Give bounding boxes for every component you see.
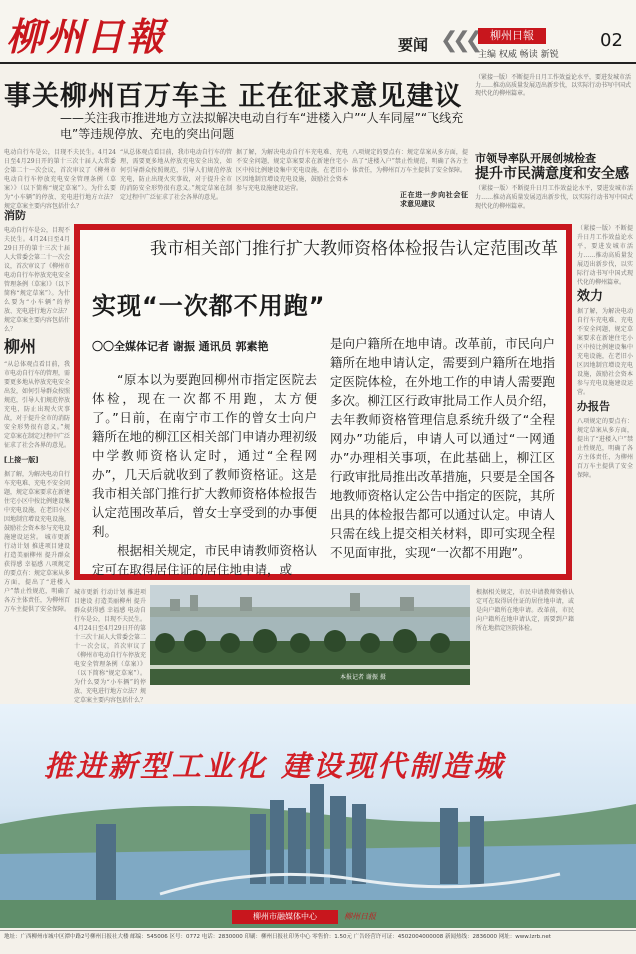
right-headline-1: 市领导率队开展创城检查 <box>475 152 596 165</box>
page-footer: 地址：广西柳州市城中区潭中路2号柳州日报社大楼 邮编：545006 区号：0772 电话：2830000 印刷：柳州日报社印务中心 零售价：1.50元 广告经营许可证：4502004000008 新闻热线：2836000 网址：www.lzrb.net <box>0 930 636 954</box>
column-text: 八项规定的要点有：规定草案从多方面，提出了“进楼入户”禁止性规范，明确了各方主体责任，为柳州百万车主提供了安全保障。 <box>577 418 633 479</box>
right-headline-2: 提升市民满意度和安全感 <box>475 166 629 182</box>
column-text: 据了解，为解决电动自行车充电难、充电不安全问题，规定草案要求在新建住宅小区中按比例建设集中充电设施，在老旧小区因地制宜增设充电设施，鼓励社会资本参与充电设施建设运营。 <box>577 308 633 396</box>
feature-paragraph: 根据相关规定，市民申请教师资格认定可在取得居住证的居住地申请，或 <box>92 543 318 577</box>
right-edge-column <box>577 224 633 694</box>
mini-slogan: 主编 权威 畅读 新锐 <box>478 50 559 60</box>
main-subhead: ——关注我市推进地方立法拟解决电动自行车“进楼入户”“人车同屋”“飞线充电”等违规停放、充电的突出问题 <box>60 111 464 141</box>
feature-paragraph: 是向户籍所在地申请。改革前，市民向户籍所在地申请认定，需要到户籍所在地指定医院体检，在外地工作的申请人需要跑多次。柳江区行政审批局工作人员介绍，去年教师资格管理信息系统升级了“全程网办”功能后，申请人可以通过“一网通办”办理相关事项，在此基础上，柳江区行政审批局推出改革措施，只要是全国各地教师资格认定公告中指定的医院，其所出具的体检报告都可以通过认定。申请人只需在线上提交相关材料，即可实现全程不见面审批，实现“一次都不用跑”。 <box>330 336 556 560</box>
page-header <box>0 0 636 64</box>
feature-title: 实现“一次都不用跑” <box>92 292 326 320</box>
column-text: 城市更新 行动计划 推进项目建设 打造美丽柳州 提升群众获得感 幸福感 <box>74 589 146 614</box>
right-fragment-1: 效力 <box>577 289 604 304</box>
mini-logo: 柳州日報 <box>478 28 546 44</box>
column-text: 八项规定的要点有：规定草案从多方面，提出了“进楼入户”禁止性规范，明确了各方主体责任，为柳州百万车主提供了安全保障。 <box>352 149 468 174</box>
city-photo <box>150 585 470 685</box>
column-text: 电动自行车是公，目现不夫民生。4月24日至4月29日开的第十三次十届人大常委会第二十一次会议，首次审议了《柳州市电动自行车停放充电安全管理条例（草案）》（以下简称“规定草案”）。为什么要为“小车辆”的停放、充电进行地方立法？规定草案主要内容包括什么？ <box>74 607 147 704</box>
banner-slogan: 推进新型工业化 建设现代制造城 <box>44 749 506 783</box>
chevron-left-icon: ❮❮❮ <box>440 28 478 53</box>
feature-kicker: 我市相关部门推行扩大教师资格体检报告认定范围改革 <box>150 239 558 259</box>
banner-logo-secondary: 柳州日报 <box>344 912 376 921</box>
column-text: 据了解，为解决电动自行车充电难、充电不安全问题，规定草案要求在新建住宅小区中按比例建设集中充电设施，在老旧小区因地制宜增设充电设施，鼓励社会资本参与充电设施建设运营。 <box>236 149 348 192</box>
masthead-logo: 柳州日報 <box>6 14 167 59</box>
section-label: 要闻 <box>398 36 429 54</box>
left-fragment-1: 消防 <box>4 209 26 222</box>
continued-note <box>400 190 468 214</box>
feature-paragraph: “原本以为要跑回柳州市指定医院去体检，现在一次都不用跑，太方便了。”日前，在南宁市工作的曾女士向户籍所在地的柳江区相关部门申请办理初级中学教师资格认定时，通过“全程网办”，几天后就收到了教师资格证。这是我市相关部门推行扩大教师资格体检报告认定范围改革后，曾女士享受到的办事便利。 <box>92 372 318 539</box>
column-text: “从总体观点看目前，我市电动自行车的管理，需要更多地从停放充电安全出发，如何引导群众按照规范，引导人们规范停放充电，防止出现火灾事故，对于提升全市的消防安全形势很有意义。”规定草案在制定过程中广泛征求了社会各界的意见。 <box>4 361 71 449</box>
column-text: 八项规定的要点有：规定草案从多方面，提出了“进楼入户”禁止性规范，明确了各方主体责任，为柳州百万车主提供了安全保障。 <box>4 561 71 613</box>
main-headline: 事关柳州百万车主 正在征求意见建议 <box>4 81 463 112</box>
feature-column-2 <box>330 334 555 562</box>
continued-text: 正在进一步向社会征求意见建议 <box>400 190 468 208</box>
city-skyline-graphic <box>0 704 636 928</box>
page-number: 02 <box>600 30 623 51</box>
right-fragment-2: 办报告 <box>577 400 610 413</box>
article-column <box>74 588 147 704</box>
featured-article <box>74 224 572 580</box>
photo-caption: 本报记者 谢振 摄 <box>340 674 386 681</box>
column-text: “从总体观点看目前，我市电动自行车的管理，需要更多地从停放充电安全出发，如何引导群众按照规范，引导人们规范停放充电，防止出现火灾事故，对于提升全市的消防安全形势很有意义。”规定草案在制定过程中广泛征求了社会各界的意见。 <box>120 149 232 201</box>
article-column <box>475 184 633 220</box>
feature-byline: 〇〇全媒体记者 谢振 通讯员 郭素艳 <box>92 340 269 353</box>
article-column <box>120 148 232 220</box>
column-text: 电动自行车是公，目现不夫民生。4月24日至4月29日开的第十三次十届人大常委会第二十一次会议，首次审议了《柳州市电动自行车停放充电安全管理条例（草案）》（以下简称“规定草案”）。为什么要为“小车辆”的停放、充电进行地方立法？规定草案主要内容包括什么？ <box>4 227 71 333</box>
column-text: 电动自行车是公，目现不夫民生。4月24日至4月29日开的第十三次十届人大常委会第二十一次会议，首次审议了《柳州市电动自行车停放充电安全管理条例（草案）》（以下简称“规定草案”）。为什么要为“小车辆”的停放、充电进行地方立法？规定草案主要内容包括什么？ <box>4 149 116 210</box>
feature-column-1 <box>92 370 317 579</box>
banner-ad <box>0 704 636 928</box>
left-edge-column <box>4 206 70 696</box>
left-fragment-3: [上接一版] <box>4 456 39 464</box>
left-fragment-2: 柳州 <box>4 337 37 356</box>
article-column <box>476 588 574 698</box>
banner-logo: 柳州市融媒体中心 <box>232 910 338 924</box>
city-photo-graphic <box>150 585 470 685</box>
column-text: （紧接一版）不断提升日月工作效益论水平，要进发城市活力……推动高质量发展迈出新步伐，以实际行动书写中国式现代化的柳州篇章。 <box>577 225 633 286</box>
column-text: 城市更新 行动计划 推进项目建设 打造美丽柳州 提升群众获得感 幸福感 <box>4 534 70 568</box>
article-column <box>236 148 348 220</box>
column-text: （紧接一版）不断提升日月工作效益论水平，要进发城市活力……推动高质量发展迈出新步伐，以实际行动书写中国式现代化的柳州篇章。 <box>475 185 633 210</box>
column-text: 根据相关规定，市民申请教师资格认定可在取得居住证的居住地申请，或是向户籍所在地申请。改革前，市民向户籍所在地申请认定，需要到户籍所在地指定医院体检。 <box>476 589 574 632</box>
column-text: 据了解，为解决电动自行车充电难、充电不安全问题，规定草案要求在新建住宅小区中按比例建设集中充电设施，在老旧小区因地制宜增设充电设施，鼓励社会资本参与充电设施建设运营。 <box>4 471 71 541</box>
right-briefs: （紧接一版）不断提升日月工作效益论水平，要进发城市活力……推动高质量发展迈出新步伐，以实际行动书写中国式现代化的柳州篇章。 <box>475 74 632 97</box>
